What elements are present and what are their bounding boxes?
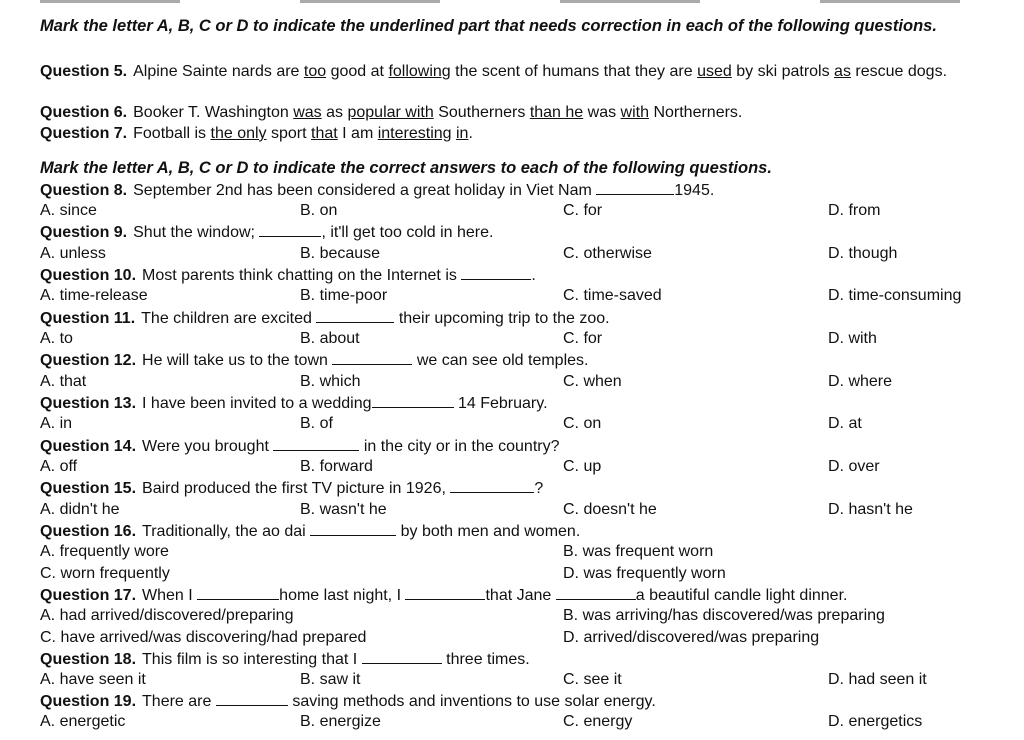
option-b: B. wasn't he — [300, 501, 387, 518]
question-text: Shut the window; — [133, 224, 255, 241]
answer-blank — [362, 649, 442, 664]
option-c: C. doesn't he — [563, 501, 657, 518]
question-text: home last night, I — [279, 587, 402, 604]
underlined-part: in — [456, 125, 469, 142]
question-text: Most parents think chatting on the Internet is — [142, 267, 457, 284]
question-10 — [40, 265, 536, 286]
option-b: B. because — [300, 245, 381, 262]
underlined-part: popular with — [347, 104, 434, 121]
option-b: B. time-poor — [300, 287, 388, 304]
option-a: A. energetic — [40, 713, 126, 730]
underlined-part: interesting — [377, 125, 452, 142]
answer-blank — [332, 350, 412, 365]
answer-blank — [310, 521, 396, 536]
question-text: Southerners — [433, 104, 530, 121]
option-b: B. which — [300, 373, 361, 390]
option-d: D. over — [828, 458, 880, 475]
option-b: B. was arriving/has discovered/was preparing — [563, 607, 885, 624]
question-16 — [40, 521, 580, 542]
question-label: Question 7. — [40, 125, 128, 142]
question-19 — [40, 691, 656, 712]
question-text: a beautiful candle light dinner. — [635, 587, 848, 604]
option-c: C. energy — [563, 713, 633, 730]
question-text: by both men and women. — [400, 523, 581, 540]
question-label: Question 5. — [40, 63, 128, 80]
question-label: Question 13. — [40, 395, 137, 412]
question-text: 1945. — [674, 182, 715, 199]
option-d: D. though — [828, 245, 898, 262]
question-text: saving methods and inventions to use solar energy. — [292, 693, 656, 710]
question-text: When I — [142, 587, 193, 604]
question-label: Question 8. — [40, 182, 128, 199]
question-text: good at — [326, 63, 389, 80]
option-b: B. saw it — [300, 671, 361, 688]
option-d: D. was frequently worn — [563, 565, 726, 582]
question-12 — [40, 350, 588, 371]
question-label: Question 6. — [40, 104, 128, 121]
option-b: B. was frequent worn — [563, 543, 714, 560]
question-text: , it'll get too cold in here. — [321, 224, 494, 241]
question-text: by ski patrols — [731, 63, 835, 80]
answer-blank — [216, 691, 288, 706]
question-text: their upcoming trip to the zoo. — [398, 310, 610, 327]
question-text: Traditionally, the ao dai — [142, 523, 306, 540]
question-text: . — [531, 267, 536, 284]
question-11 — [40, 308, 610, 329]
underlined-part: than he — [529, 104, 584, 121]
question-text: He will take us to the town — [142, 352, 328, 369]
option-a: A. time-release — [40, 287, 148, 304]
option-d: D. from — [828, 202, 881, 219]
option-d: D. where — [828, 373, 893, 390]
question-label: Question 19. — [40, 693, 137, 710]
question-text: September 2nd has been considered a great holiday in Viet Nam — [133, 182, 592, 199]
answer-blank — [197, 585, 279, 600]
option-a: A. that — [40, 373, 87, 390]
option-a: A. since — [40, 202, 97, 219]
question-label: Question 17. — [40, 587, 137, 604]
question-text: sport — [266, 125, 312, 142]
question-text: I am — [337, 125, 378, 142]
option-d: D. had seen it — [828, 671, 927, 688]
answer-blank — [596, 180, 674, 195]
option-a: A. off — [40, 458, 78, 475]
underlined-part: too — [303, 63, 327, 80]
question-18 — [40, 649, 530, 670]
answer-blank — [259, 222, 321, 237]
question-text: was — [583, 104, 621, 121]
question-9 — [40, 222, 493, 243]
option-b: B. about — [300, 330, 360, 347]
instruction-error-identification: Mark the letter A, B, C or D to indicate the underlined part that needs correction in each of the following questions. — [40, 17, 937, 35]
question-label: Question 14. — [40, 438, 137, 455]
question-text: as — [321, 104, 348, 121]
option-a: A. had arrived/discovered/preparing — [40, 607, 294, 624]
option-c: C. see it — [563, 671, 622, 688]
question-text: the scent of humans that they are — [450, 63, 698, 80]
option-b: B. forward — [300, 458, 373, 475]
underlined-part: was — [293, 104, 322, 121]
answer-blank — [405, 585, 485, 600]
question-14 — [40, 436, 559, 457]
option-d: D. time-consuming — [828, 287, 962, 304]
option-d: D. arrived/discovered/was preparing — [563, 629, 820, 646]
option-a: A. have seen it — [40, 671, 146, 688]
option-c: C. otherwise — [563, 245, 652, 262]
question-text: ? — [534, 480, 544, 497]
question-text: . — [468, 125, 473, 142]
option-b: B. energize — [300, 713, 381, 730]
question-text: I have been invited to a wedding — [142, 395, 372, 412]
underlined-part: as — [834, 63, 851, 80]
question-text: Northerners. — [649, 104, 743, 121]
question-label: Question 11. — [40, 310, 136, 327]
option-c: C. for — [563, 330, 603, 347]
underlined-part: used — [697, 63, 732, 80]
option-c: C. up — [563, 458, 602, 475]
underlined-part: that — [311, 125, 338, 142]
option-d: D. energetics — [828, 713, 923, 730]
question-text: Booker T. Washington — [133, 104, 294, 121]
question-text: Were you brought — [142, 438, 269, 455]
answer-blank — [372, 393, 454, 408]
question-text: we can see old temples. — [416, 352, 589, 369]
answer-blank — [450, 478, 534, 493]
underlined-part: the only — [210, 125, 267, 142]
option-a: A. frequently wore — [40, 543, 169, 560]
answer-blank — [461, 265, 531, 280]
question-text: that Jane — [485, 587, 552, 604]
question-text: 14 February. — [457, 395, 548, 412]
option-c: C. have arrived/was discovering/had prepared — [40, 629, 367, 646]
option-c: C. worn frequently — [40, 565, 170, 582]
option-b: B. of — [300, 415, 333, 432]
question-6 — [40, 103, 742, 123]
question-17 — [40, 585, 847, 606]
answer-blank — [316, 308, 394, 323]
question-13 — [40, 393, 548, 414]
question-5 — [40, 62, 1012, 82]
instruction-multiple-choice: Mark the letter A, B, C or D to indicate the correct answers to each of the following questions. — [40, 159, 772, 177]
question-text: Alpine Sainte nards are — [133, 63, 304, 80]
question-label: Question 10. — [40, 267, 137, 284]
question-label: Question 16. — [40, 523, 137, 540]
cropped-top-line — [40, 0, 1000, 3]
underlined-part: with — [620, 104, 649, 121]
question-text: in the city or in the country? — [363, 438, 560, 455]
question-8 — [40, 180, 714, 201]
option-d: D. hasn't he — [828, 501, 913, 518]
question-label: Question 12. — [40, 352, 137, 369]
option-a: A. unless — [40, 245, 106, 262]
option-a: A. in — [40, 415, 73, 432]
option-d: D. at — [828, 415, 862, 432]
question-label: Question 9. — [40, 224, 128, 241]
question-text: three times. — [446, 651, 530, 668]
question-text: rescue dogs. — [850, 63, 948, 80]
question-text: Baird produced the first TV picture in 1926, — [142, 480, 446, 497]
option-c: C. when — [563, 373, 622, 390]
option-b: B. on — [300, 202, 338, 219]
question-text: This film is so interesting that I — [142, 651, 358, 668]
question-7 — [40, 124, 473, 144]
question-text: The children are excited — [141, 310, 312, 327]
option-c: C. time-saved — [563, 287, 662, 304]
question-text: Football is — [133, 125, 211, 142]
option-c: C. for — [563, 202, 603, 219]
question-label: Question 18. — [40, 651, 137, 668]
option-c: C. on — [563, 415, 602, 432]
answer-blank — [273, 436, 359, 451]
question-text: There are — [142, 693, 212, 710]
option-d: D. with — [828, 330, 877, 347]
option-a: A. didn't he — [40, 501, 120, 518]
underlined-part: following — [388, 63, 451, 80]
question-15 — [40, 478, 543, 499]
question-label: Question 15. — [40, 480, 137, 497]
option-a: A. to — [40, 330, 73, 347]
answer-blank — [556, 585, 636, 600]
